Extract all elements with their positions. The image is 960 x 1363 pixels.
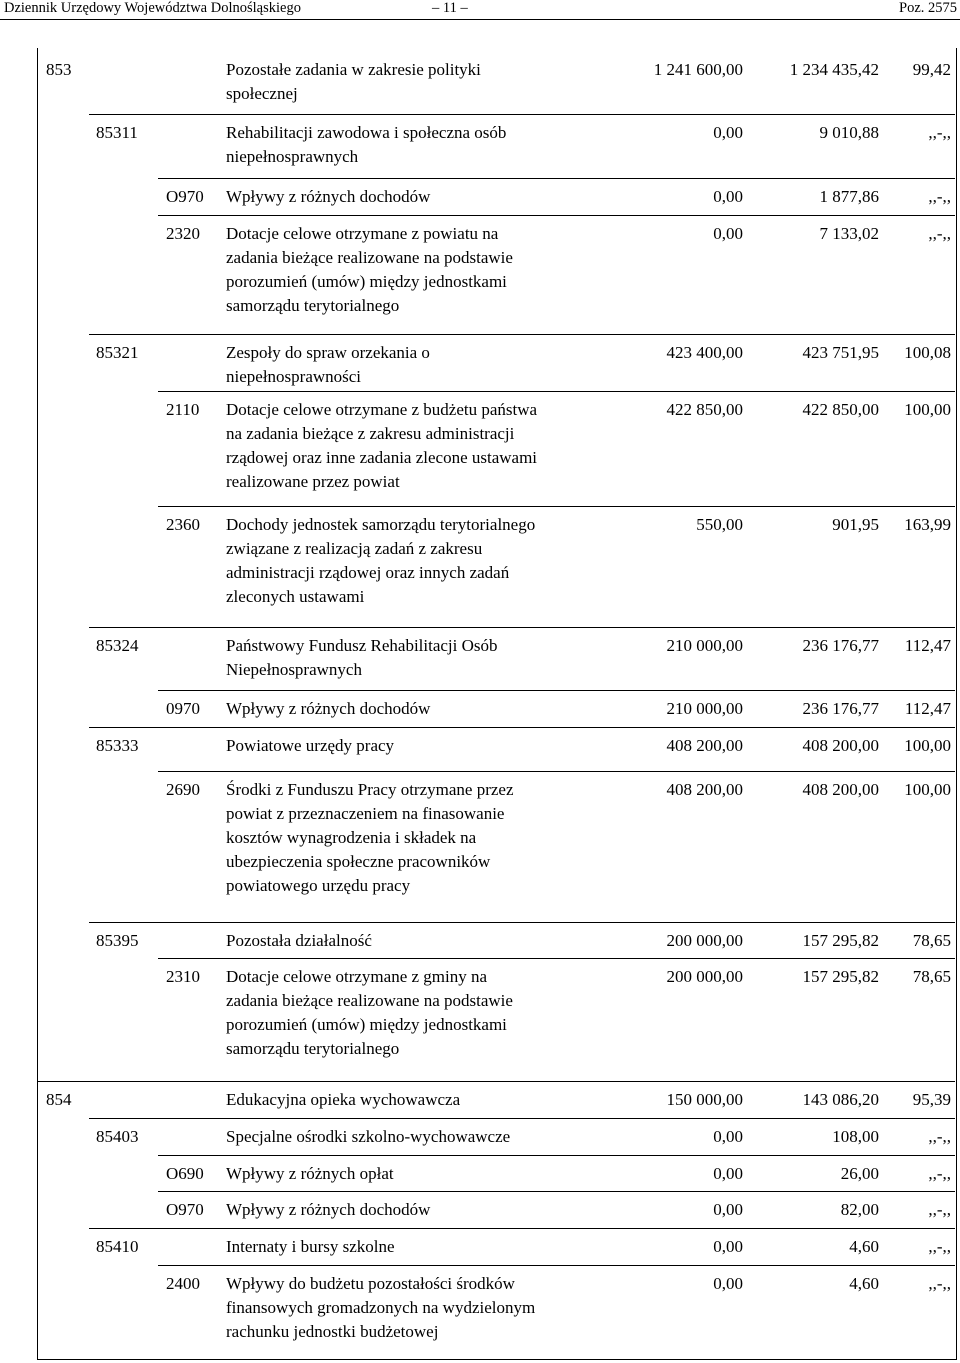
- planned-amount: 150 000,00: [666, 1090, 743, 1109]
- description-line: powiat z przeznaczeniem na finasowanie: [226, 804, 505, 823]
- execution-percent: 163,99: [904, 515, 951, 534]
- executed-amount: 7 133,02: [819, 224, 879, 243]
- description: [226, 965, 611, 1061]
- description-line: Wpływy z różnych opłat: [226, 1164, 394, 1183]
- row-divider: [89, 1118, 955, 1119]
- execution-percent: 100,00: [904, 736, 951, 755]
- description: [226, 1162, 611, 1186]
- classification-code: 2320: [166, 224, 200, 243]
- planned-amount: 1 241 600,00: [653, 60, 743, 79]
- description-line: Powiatowe urzędy pracy: [226, 736, 395, 755]
- description: [226, 1125, 611, 1149]
- description: [226, 58, 611, 106]
- description-line: Dotacje celowe otrzymane z budżetu państwa: [226, 400, 538, 419]
- row-divider: [158, 178, 955, 179]
- planned-amount: 423 400,00: [666, 343, 743, 362]
- description-line: samorządu terytorialnego: [226, 296, 400, 315]
- classification-code: 0970: [166, 699, 200, 718]
- execution-percent: ,,-,,: [928, 187, 951, 206]
- classification-code: 2400: [166, 1274, 200, 1293]
- planned-amount: 0,00: [713, 1164, 743, 1183]
- planned-amount: 0,00: [713, 1274, 743, 1293]
- description: [226, 929, 611, 953]
- classification-code: 85324: [96, 636, 139, 655]
- execution-percent: ,,-,,: [928, 1237, 951, 1256]
- classification-code: O970: [166, 187, 204, 206]
- description-line: Środki z Funduszu Pracy otrzymane przez: [226, 780, 514, 799]
- description-line: zadania bieżące realizowane na podstawie: [226, 991, 513, 1010]
- executed-amount: 408 200,00: [802, 780, 879, 799]
- description-line: Dotacje celowe otrzymane z gminy na: [226, 967, 488, 986]
- description: [226, 1272, 611, 1344]
- classification-code: 85410: [96, 1237, 139, 1256]
- description-line: Niepełnosprawnych: [226, 660, 362, 679]
- execution-percent: 100,00: [904, 400, 951, 419]
- planned-amount: 200 000,00: [666, 931, 743, 950]
- description: [226, 1235, 611, 1259]
- executed-amount: 143 086,20: [802, 1090, 879, 1109]
- description-line: Państwowy Fundusz Rehabilitacji Osób: [226, 636, 498, 655]
- description-line: Dochody jednostek samorządu terytorialnego: [226, 515, 536, 534]
- execution-percent: 112,47: [904, 699, 951, 718]
- description-line: Specjalne ośrodki szkolno-wychowawcze: [226, 1127, 511, 1146]
- executed-amount: 422 850,00: [802, 400, 879, 419]
- description-line: Dotacje celowe otrzymane z powiatu na: [226, 224, 499, 243]
- execution-percent: ,,-,,: [928, 1164, 951, 1183]
- executed-amount: 157 295,82: [802, 967, 879, 986]
- description-line: związane z realizacją zadań z zakresu: [226, 539, 483, 558]
- header-divider: [0, 19, 960, 20]
- description-line: Wpływy do budżetu pozostałości środków: [226, 1274, 515, 1293]
- executed-amount: 236 176,77: [802, 699, 879, 718]
- execution-percent: 78,65: [912, 931, 951, 950]
- execution-percent: 100,08: [904, 343, 951, 362]
- planned-amount: 422 850,00: [666, 400, 743, 419]
- description: [226, 341, 611, 389]
- row-divider: [158, 391, 955, 392]
- row-divider: [89, 1228, 955, 1229]
- description-line: niepełnosprawności: [226, 367, 362, 386]
- classification-code: 85311: [96, 123, 138, 142]
- classification-code: 85333: [96, 736, 139, 755]
- description: [226, 121, 611, 169]
- description-line: porozumień (umów) między jednostkami: [226, 1015, 507, 1034]
- classification-code: 85403: [96, 1127, 139, 1146]
- row-divider: [89, 922, 955, 923]
- description-line: Internaty i bursy szkolne: [226, 1237, 395, 1256]
- row-divider: [158, 1265, 955, 1266]
- row-divider: [89, 334, 955, 335]
- description-line: kosztów wynagrodzenia i składek na: [226, 828, 477, 847]
- execution-percent: 100,00: [904, 780, 951, 799]
- description-line: zleconych ustawami: [226, 587, 365, 606]
- executed-amount: 157 295,82: [802, 931, 879, 950]
- planned-amount: 0,00: [713, 1127, 743, 1146]
- classification-code: 853: [46, 60, 72, 79]
- row-divider: [158, 1191, 955, 1192]
- journal-title: Dziennik Urzędowy Województwa Dolnośląskiego: [4, 0, 301, 16]
- description: [226, 398, 611, 494]
- row-divider: [158, 506, 955, 507]
- description: [226, 185, 611, 209]
- description-line: niepełnosprawnych: [226, 147, 359, 166]
- row-divider: [89, 114, 955, 115]
- description-line: Zespoły do spraw orzekania o: [226, 343, 430, 362]
- row-divider: [158, 1155, 955, 1156]
- page-header: [0, 0, 960, 20]
- execution-percent: ,,-,,: [928, 1127, 951, 1146]
- executed-amount: 82,00: [840, 1200, 879, 1219]
- executed-amount: 9 010,88: [819, 123, 879, 142]
- executed-amount: 1 877,86: [819, 187, 879, 206]
- classification-code: O690: [166, 1164, 204, 1183]
- description-line: rządowej oraz inne zadania zlecone ustawami: [226, 448, 538, 467]
- executed-amount: 901,95: [832, 515, 879, 534]
- description-line: powiatowego urzędu pracy: [226, 876, 411, 895]
- planned-amount: 0,00: [713, 187, 743, 206]
- planned-amount: 408 200,00: [666, 736, 743, 755]
- description-line: finansowych gromadzonych na wydzielonym: [226, 1298, 536, 1317]
- planned-amount: 0,00: [713, 123, 743, 142]
- executed-amount: 408 200,00: [802, 736, 879, 755]
- row-divider: [158, 690, 955, 691]
- execution-percent: ,,-,,: [928, 1200, 951, 1219]
- execution-percent: ,,-,,: [928, 1274, 951, 1293]
- row-divider: [158, 771, 955, 772]
- description-line: rachunku jednostki budżetowej: [226, 1322, 439, 1341]
- description: [226, 1088, 611, 1112]
- classification-code: 2310: [166, 967, 200, 986]
- description-line: społecznej: [226, 84, 298, 103]
- executed-amount: 236 176,77: [802, 636, 879, 655]
- planned-amount: 200 000,00: [666, 967, 743, 986]
- planned-amount: 0,00: [713, 1200, 743, 1219]
- executed-amount: 4,60: [849, 1237, 879, 1256]
- classification-code: O970: [166, 1200, 204, 1219]
- description-line: Wpływy z różnych dochodów: [226, 187, 431, 206]
- row-divider: [89, 627, 955, 628]
- execution-percent: ,,-,,: [928, 123, 951, 142]
- executed-amount: 108,00: [832, 1127, 879, 1146]
- description: [226, 513, 611, 609]
- description: [226, 222, 611, 318]
- description-line: Rehabilitacji zawodowa i społeczna osób: [226, 123, 507, 142]
- executed-amount: 423 751,95: [802, 343, 879, 362]
- classification-code: 854: [46, 1090, 72, 1109]
- row-divider: [158, 215, 955, 216]
- description-line: Wpływy z różnych dochodów: [226, 699, 431, 718]
- classification-code: 85395: [96, 931, 139, 950]
- description: [226, 734, 611, 758]
- description-line: zadania bieżące realizowane na podstawie: [226, 248, 513, 267]
- row-divider: [37, 1081, 955, 1082]
- description-line: Wpływy z różnych dochodów: [226, 1200, 431, 1219]
- planned-amount: 550,00: [696, 515, 743, 534]
- description-line: Pozostała działalność: [226, 931, 372, 950]
- planned-amount: 210 000,00: [666, 636, 743, 655]
- execution-percent: 99,42: [912, 60, 951, 79]
- description-line: samorządu terytorialnego: [226, 1039, 400, 1058]
- classification-code: 2360: [166, 515, 200, 534]
- description: [226, 778, 611, 898]
- description: [226, 1198, 611, 1222]
- classification-code: 85321: [96, 343, 139, 362]
- classification-code: 2690: [166, 780, 200, 799]
- description-line: porozumień (umów) między jednostkami: [226, 272, 507, 291]
- description-line: administracji rządowej oraz innych zadań: [226, 563, 510, 582]
- classification-code: 2110: [166, 400, 200, 419]
- position-number: Poz. 2575: [899, 0, 957, 16]
- page-number: – 11 –: [432, 0, 468, 16]
- planned-amount: 0,00: [713, 224, 743, 243]
- executed-amount: 4,60: [849, 1274, 879, 1293]
- execution-percent: 78,65: [912, 967, 951, 986]
- execution-percent: ,,-,,: [928, 224, 951, 243]
- description-line: ubezpieczenia społeczne pracowników: [226, 852, 491, 871]
- planned-amount: 210 000,00: [666, 699, 743, 718]
- planned-amount: 408 200,00: [666, 780, 743, 799]
- description-line: realizowane przez powiat: [226, 472, 400, 491]
- description: [226, 697, 611, 721]
- executed-amount: 26,00: [840, 1164, 879, 1183]
- row-divider: [89, 727, 955, 728]
- row-divider: [158, 958, 955, 959]
- execution-percent: 112,47: [904, 636, 951, 655]
- description: [226, 634, 611, 682]
- description-line: Pozostałe zadania w zakresie polityki: [226, 60, 481, 79]
- description-line: na zadania bieżące z zakresu administracji: [226, 424, 515, 443]
- executed-amount: 1 234 435,42: [789, 60, 879, 79]
- execution-percent: 95,39: [912, 1090, 951, 1109]
- planned-amount: 0,00: [713, 1237, 743, 1256]
- description-line: Edukacyjna opieka wychowawcza: [226, 1090, 461, 1109]
